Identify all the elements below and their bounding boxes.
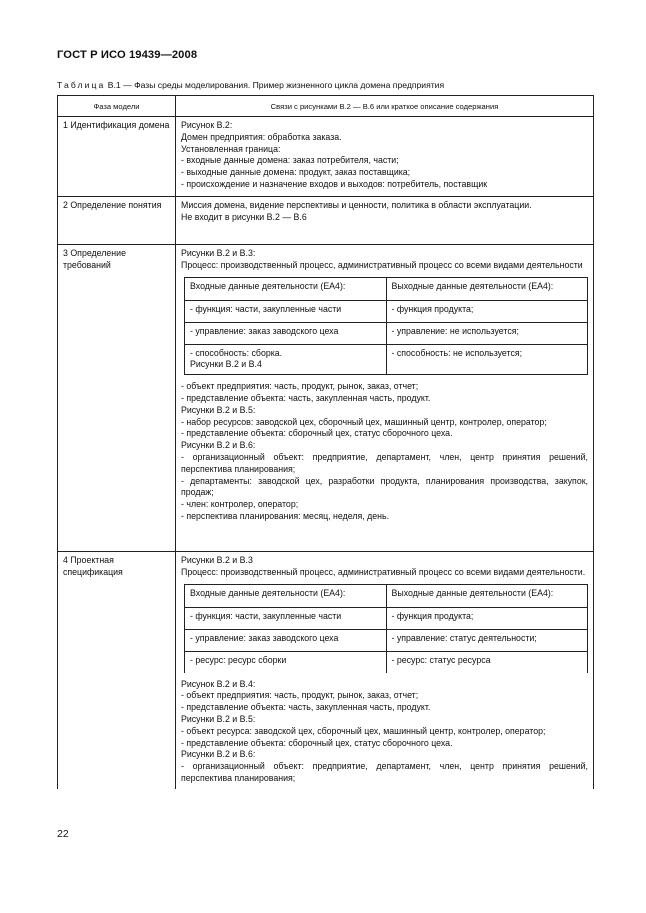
inner-row [185, 300, 588, 322]
table-caption-lead: Таблица [57, 80, 106, 90]
text-line: Процесс: производственный процесс, административный процесс со всеми видами деятельности. [181, 566, 586, 577]
input-cell: - функция: части, закупленные части [185, 300, 387, 322]
text-line: - происхождение и назначение входов и выходов: потребитель, поставщик [181, 178, 488, 189]
text-line: - набор ресурсов: заводской цех, сборочный цех, машинный центр, контролер, оператор; [181, 416, 547, 427]
output-cell: - способность: не используется; [386, 344, 588, 375]
output-cell: - функция продукта; [386, 607, 588, 629]
inner-row [185, 322, 588, 344]
text-line: Рисунки В.2 и В.3: [181, 248, 256, 258]
inner-header-row [185, 584, 588, 607]
text-line: - департаменты: заводской цех, разработки продукта, планирования производства, закупок, продаж; [181, 475, 588, 498]
text-line: - объект предприятия: часть, продукт, рынок, заказ, отчет; [181, 690, 419, 701]
table-header-row [58, 96, 594, 117]
col-header-phase: Фаза модели [58, 96, 176, 117]
output-cell: - функция продукта; [386, 300, 588, 322]
table-row-design-specification [58, 552, 594, 789]
text-line: Рисунки В.2 и В.5: [181, 404, 256, 415]
text-line: Рисунки В.2 и В.5: [181, 713, 256, 724]
table-caption [57, 80, 444, 90]
text-line: Рисунки В.2 и В.6: [181, 440, 256, 451]
text-line: Рисунки В.2 и В.3 [181, 555, 253, 565]
output-cell: - управление: статус деятельности; [386, 629, 588, 651]
input-cell: - функция: части, закупленные части [185, 607, 387, 629]
description-cell [176, 197, 594, 245]
phase-cell: 3 Определение требований [58, 245, 176, 552]
phase-cell: 2 Определение понятия [58, 197, 176, 245]
page-number: 22 [57, 828, 69, 840]
description-cell [176, 117, 594, 197]
text-line: - объект ресурса: заводской цех, сборочный цех, машинный центр, контролер, оператор; [181, 725, 546, 736]
phase-cell: 1 Идентификация домена [58, 117, 176, 197]
inner-header-row [185, 277, 588, 300]
table-row-domain-identification [58, 117, 594, 197]
activity-io-table [184, 584, 588, 673]
description-cell [176, 552, 594, 789]
inputs-header: Входные данные деятельности (ЕА4): [185, 277, 387, 300]
output-cell: - управление: не используется; [386, 322, 588, 344]
text-line: Домен предприятия: обработка заказа. [181, 131, 342, 142]
input-cell: - управление: заказ заводского цеха [185, 322, 387, 344]
inner-row [185, 651, 588, 673]
output-cell: - ресурс: статус ресурса [386, 651, 588, 673]
text-line: Рисунок В.2 и В.4: [181, 678, 256, 689]
text-line: - организационный объект: предприятие, департамент, член, центр принятия решений, перспектива планирования; [181, 761, 588, 783]
text-line: - представление объекта: сборочный цех, статус сборочного цеха. [181, 428, 453, 439]
input-cell: - управление: заказ заводского цеха [185, 629, 387, 651]
text-line: Установленная граница: [181, 143, 281, 154]
text-line: - член: контролер, оператор; [181, 499, 299, 510]
phase-cell: 4 Проектная спецификация [58, 552, 176, 789]
text-line: - входные данные домена: заказ потребителя, части; [181, 155, 399, 166]
text-line: Миссия домена, видение перспективы и ценности, политика в области эксплуатации. [181, 200, 532, 210]
input-cell: - способность: сборка. Рисунки В.2 и В.4 [185, 344, 387, 375]
inner-row [185, 607, 588, 629]
inputs-header: Входные данные деятельности (ЕА4): [185, 584, 387, 607]
text-line: - представление объекта: сборочный цех, статус сборочного цеха. [181, 737, 453, 748]
input-cell: - ресурс: ресурс сборки [185, 651, 387, 673]
table-row-concept-definition [58, 197, 594, 245]
text-line: - выходные данные домена: продукт, заказ поставщика; [181, 167, 411, 178]
text-line: - объект предприятия: часть, продукт, рынок, заказ, отчет; [181, 381, 419, 392]
outputs-header: Выходные данные деятельности (ЕА4): [386, 584, 588, 607]
text-line: Рисунок В.2: [181, 120, 233, 130]
inner-row [185, 344, 588, 375]
text-line: Не входит в рисунки В.2 — В.6 [181, 211, 307, 222]
inner-row [185, 629, 588, 651]
activity-io-table [184, 277, 588, 376]
text-line: Рисунки В.2 и В.6: [181, 749, 256, 760]
text-line: - организационный объект: предприятие, департамент, член, центр принятия решений, перспектива планирования; [181, 451, 588, 474]
table-caption-text: В.1 — Фазы среды моделирования. Пример жизненного цикла домена предприятия [107, 80, 445, 90]
description-cell [176, 245, 594, 552]
text-line: - представление объекта: часть, закупленная часть, продукт. [181, 702, 431, 713]
lifecycle-table [57, 95, 594, 789]
table-row-requirements-definition [58, 245, 594, 552]
document-standard-title: ГОСТ Р ИСО 19439—2008 [57, 49, 198, 61]
text-line: - представление объекта: часть, закупленная часть, продукт. [181, 392, 431, 403]
col-header-description: Связи с рисунками В.2 — В.6 или краткое описание содержания [176, 96, 594, 117]
text-line: Процесс: производственный процесс, административный процесс со всеми видами деятельности [181, 259, 583, 270]
text-line: - перспектива планирования: месяц, неделя, день. [181, 510, 390, 521]
outputs-header: Выходные данные деятельности (ЕА4): [386, 277, 588, 300]
